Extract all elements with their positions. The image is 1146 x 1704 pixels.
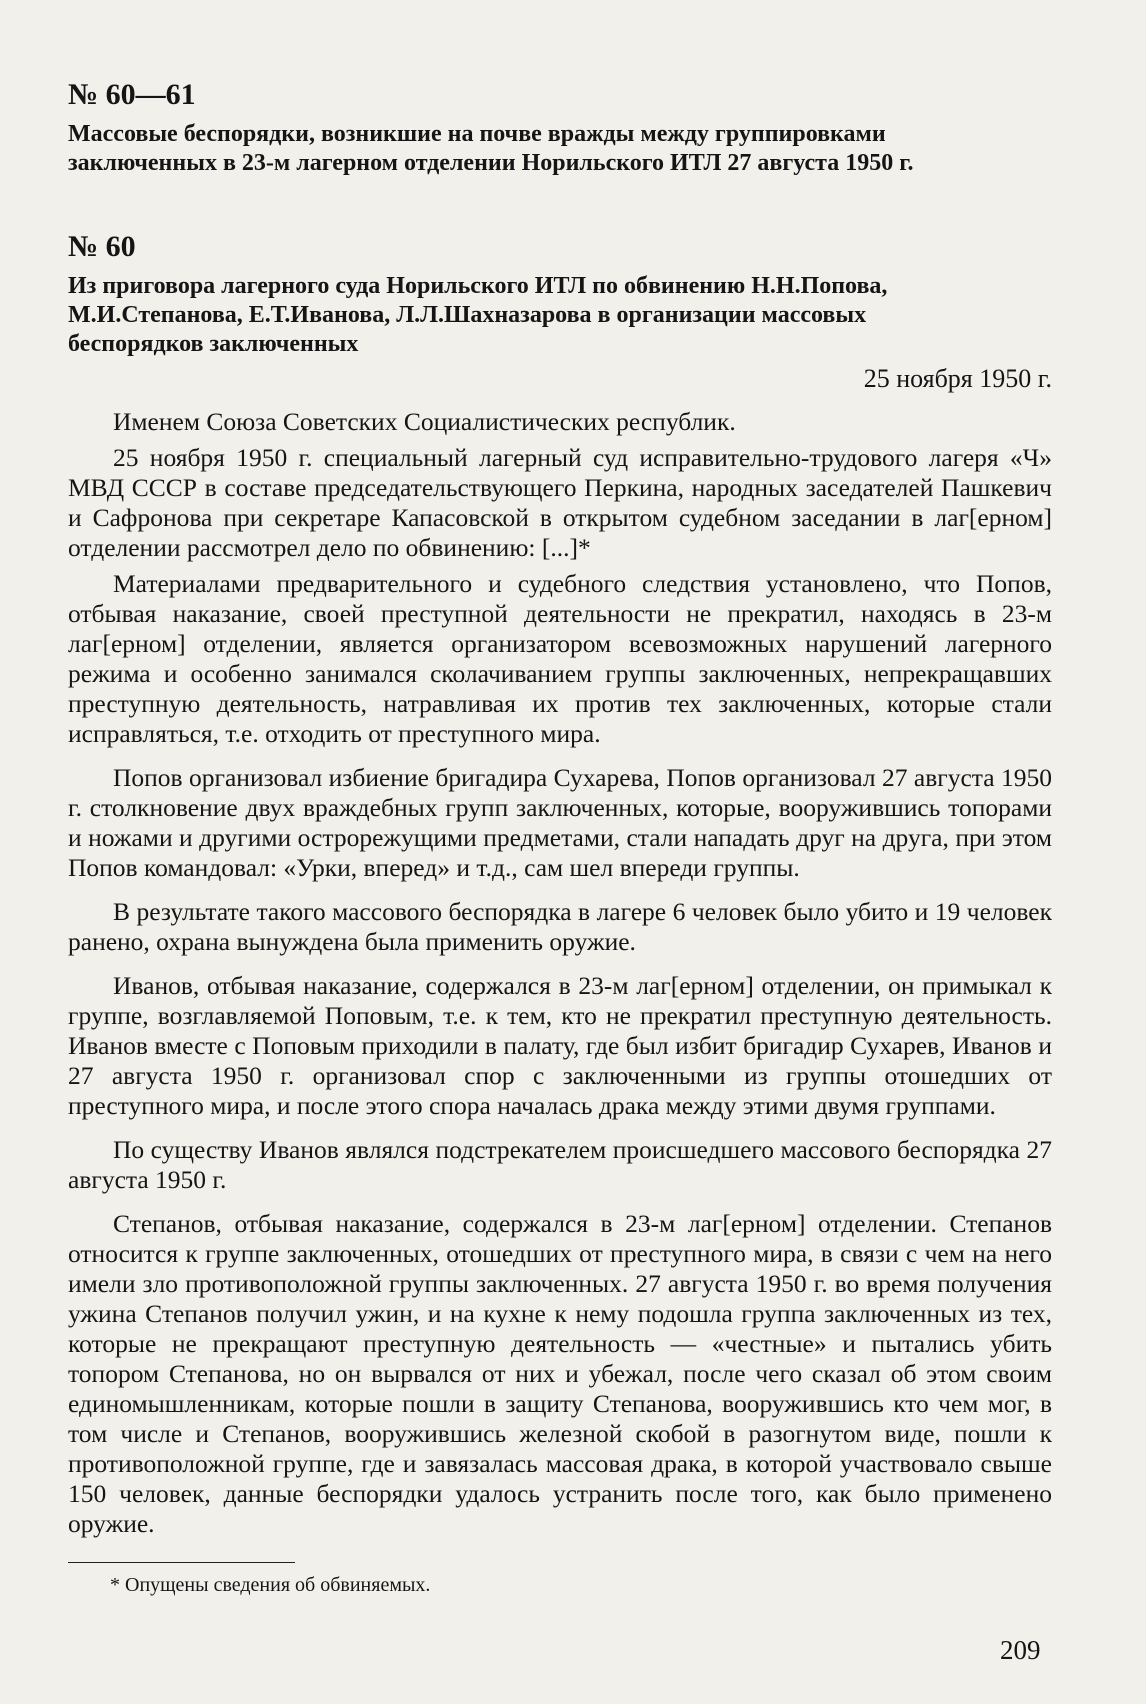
paragraph: Материалами предварительного и судебного следствия установлено, что Попов, отбывая наказание, своей преступной деятельности не прекратил, находясь в 23-м лаг[ерном] отделении, является организатором всевозможных нарушений лагерного режима и особенно занимался сколачиванием группы заключенных, непрекращавших преступную деятельность, натравливая их против тех заключенных, которые стали исправляться, т.е. отходить от преступного мира. xyxy=(68,569,1052,748)
page-content xyxy=(68,78,1052,1545)
document-date: 25 ноября 1950 г. xyxy=(863,364,1052,393)
document-title: Из приговора лагерного суда Норильского ИТЛ по обвинению Н.Н.Попова, М.И.Степанова, Е.Т.Иванова, Л.Л.Шахназарова в организации массовых беспорядков заключенных xyxy=(68,273,888,357)
paragraph: Степанов, отбывая наказание, содержался в 23-м лаг[ерном] отделении. Степанов относится к группе заключенных, отошедших от преступного мира, в связи с чем на него имели зло противоположной группы заключенных. 27 августа 1950 г. во время получения ужина Степанов получил ужин, и на кухне к нему подошла группа заключенных из тех, которые не прекращают преступную деятельность — «честные» и пытались убить топором Степанова, но он вырвался от них и убежал, после чего сказал об этом своим единомышленникам, которые пошли в защиту Степанова, вооружившись кто чем мог, в том числе и Степанов, вооружившись железной скобой в разогнутом виде, пошли к противоположной группе, где и завязалась массовая драка, в которой участвовало свыше 150 человек, данные беспорядки удалось устранить после того, как было применено оружие. xyxy=(68,1209,1052,1538)
page-number: 209 xyxy=(1000,1635,1041,1665)
paragraph: По существу Иванов являлся подстрекателем происшедшего массового беспорядка 27 августа 1950 г. xyxy=(68,1135,1052,1194)
paragraph: Иванов, отбывая наказание, содержался в 23-м лаг[ерном] отделении, он примыкал к группе, возглавляемой Поповым, т.е. к тем, кто не прекратил преступную деятельность. Иванов вместе с Поповым приходили в палату, где был избит бригадир Сухарев, Иванов и 27 августа 1950 г. организовал спор с заключенными из группы отошедших от преступного мира, и после этого спора началась драка между этими двумя группами. xyxy=(68,971,1052,1120)
footnote: * Опущены сведения об обвиняемых. xyxy=(110,1574,431,1596)
paragraph: Попов организовал избиение бригадира Сухарева, Попов организовал 27 августа 1950 г. столкновение двух враждебных групп заключенных, которые, вооружившись топорами и ножами и другими острорежущими предметами, стали нападать друг на друга, при этом Попов командовал: «Урки, вперед» и т.д., сам шел впереди группы. xyxy=(68,763,1052,882)
paragraph: Именем Союза Советских Социалистических республик. xyxy=(113,407,736,436)
paragraph: 25 ноября 1950 г. специальный лагерный суд исправительно-трудового лагеря «Ч» МВД СССР в составе председательствующего Перкина, народных заседателей Пашкевич и Сафронова при секретаре Капасовской в открытом судебном заседании в лаг[ерном] отделении рассмотрел дело по обвинению: [...]* xyxy=(68,443,1052,562)
paragraph: В результате такого массового беспорядка в лагере 6 человек было убито и 19 человек ранено, охрана вынуждена была применить оружие. xyxy=(68,897,1052,956)
section-title: Массовые беспорядки, возникшие на почве вражды между группировками заключенных в 23-м лагерном отделении Норильского ИТЛ 27 августа 1950 г. xyxy=(68,121,914,176)
document-number: № 60 xyxy=(68,230,136,263)
section-number: № 60—61 xyxy=(68,78,196,111)
footnote-divider xyxy=(68,1562,295,1563)
